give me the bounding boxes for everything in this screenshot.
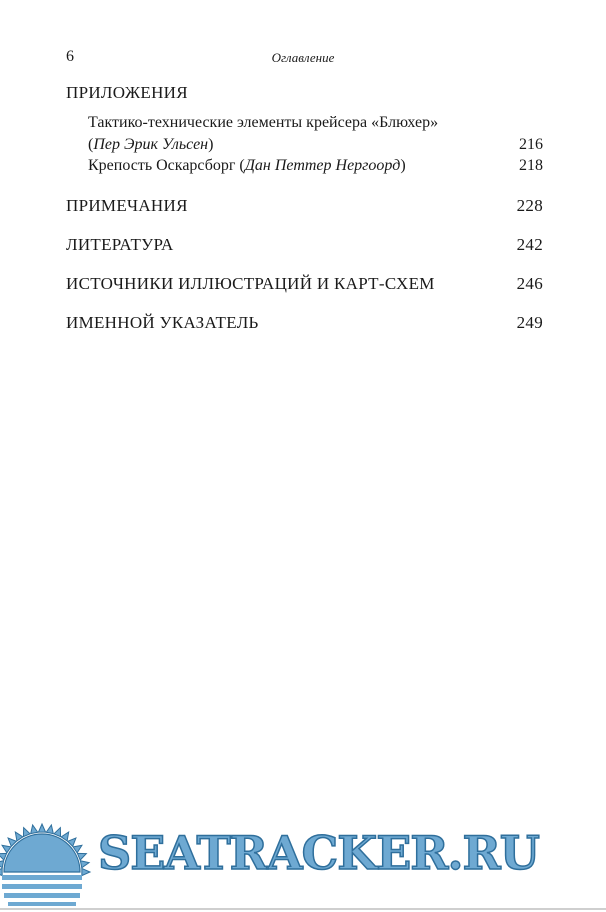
toc-entry-page: 228 [516,196,543,215]
sun-icon [0,824,90,906]
toc-entry-title-group [88,157,406,175]
toc-entry-author: Дан Петтер Нергоорд [244,157,401,174]
toc-entry-page: 216 [519,136,543,153]
paren-open: ( [88,136,94,153]
toc-entry-author-group [88,136,213,154]
toc-entry-title: Крепость Оскарсборг [88,157,236,174]
toc-entry-label: ИМЕННОЙ УКАЗАТЕЛЬ [66,313,259,332]
toc-entry-notes [66,196,543,216]
running-header: Оглавление [271,50,335,65]
bottom-rule [0,908,606,910]
toc-entry-label: ИСТОЧНИКИ ИЛЛЮСТРАЦИЙ И КАРТ-СХЕМ [66,274,435,293]
toc-heading-appendices [66,83,543,103]
toc-entry-author: Пер Эрик Ульсен [93,136,209,153]
toc-entry-appendix-1-author-line [88,136,543,154]
sun-ray [77,853,86,860]
sun-ray [23,828,30,837]
paren-close: ) [400,157,406,174]
sun-ray [0,861,4,868]
toc-entry-page: 246 [516,274,543,293]
toc-entry-sources [66,274,543,294]
sun-ray [38,824,45,832]
sun-ray [46,825,53,834]
toc-entry-page: 242 [516,235,543,254]
toc-entry-literature [66,235,543,255]
paren-close: ) [208,136,214,153]
toc-heading-label: ПРИЛОЖЕНИЯ [66,83,188,102]
toc-entry-title: Тактико-технические элементы крейсера «Блюхер» [88,114,439,131]
page-number: 6 [66,48,74,65]
sun-ray [0,868,2,875]
sun-ray [82,868,90,875]
sun-ray [31,825,38,834]
toc-entry-label: ЛИТЕРАТУРА [66,235,174,254]
watermark-text: SEATRACKER.RU [98,826,539,880]
sun-ray [54,828,61,837]
toc-entry-label: ПРИМЕЧАНИЯ [66,196,188,215]
toc-entry-page: 249 [516,313,543,332]
toc-entry-page: 218 [519,157,543,174]
paren-open: ( [239,157,245,174]
toc-entry-appendix-2 [88,157,543,175]
sun-ray [80,861,89,868]
toc-entry-index [66,313,543,333]
toc-entry-appendix-1 [88,114,543,132]
